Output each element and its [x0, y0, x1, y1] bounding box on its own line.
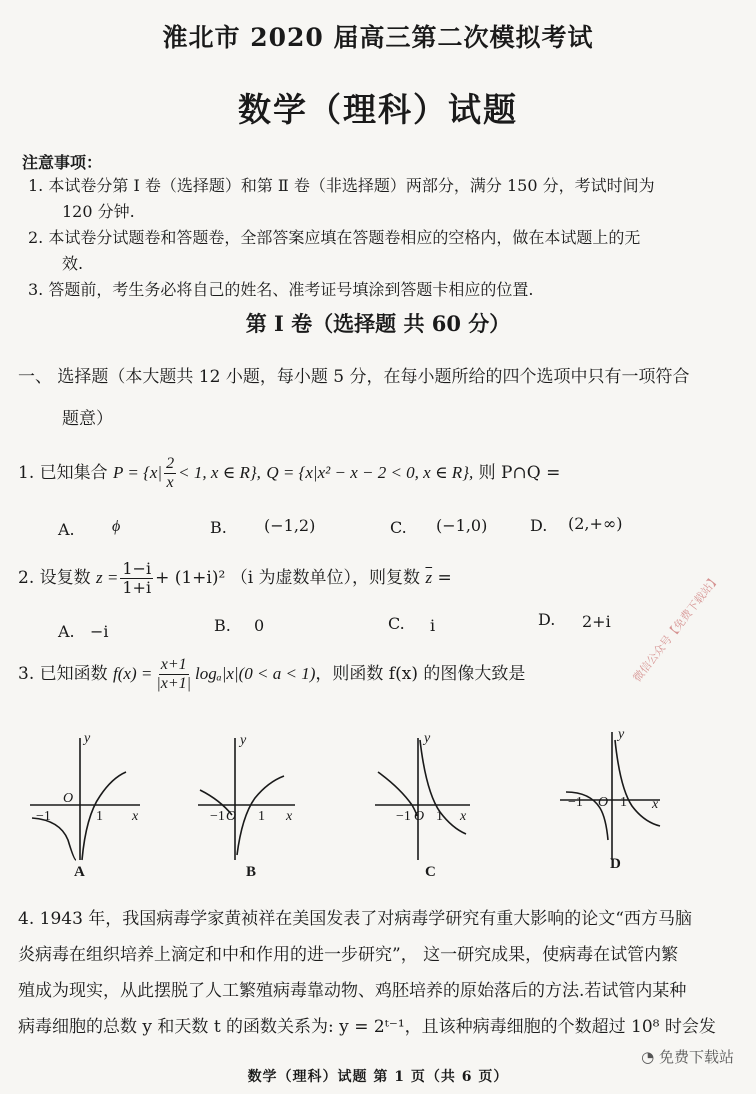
q2-fraction [120, 560, 153, 597]
q3-suffix: ，则函数 f(x) 的图像大致是 [315, 664, 526, 684]
graph-d-tick-neg1: −1 [568, 795, 583, 810]
q2-frac-den: 1+i [122, 578, 152, 597]
graph-b-tick-1: 1 [258, 809, 265, 824]
wechat-stamp: 微信公众号【免费下载站】 [630, 572, 723, 685]
graph-a [30, 738, 140, 860]
q1-option-c: (−1,0) [436, 516, 488, 535]
q1-frac-den: x [166, 474, 174, 491]
page-footer: 数学（理科）试题 第 1 页（共 6 页） [247, 1069, 509, 1085]
question-3 [18, 656, 525, 693]
graph-b-tick-neg1: −1 [210, 809, 225, 824]
note-line: 120 分钟. [62, 202, 135, 221]
watermark-text: 免费下载站 [658, 1048, 734, 1066]
section-heading-cont: 题意） [62, 409, 113, 429]
graph-d-origin: O [598, 795, 609, 810]
q1-fraction [164, 455, 176, 492]
q2-option-d-label: D. [538, 610, 556, 629]
q1-set-p-right: < 1, x ∈ R}, [178, 463, 261, 482]
q1-frac-num: 2 [166, 455, 175, 472]
q2-option-a-label: A. [58, 622, 75, 641]
exam-title: 淮北市 2020 届高三第二次模拟考试 [162, 23, 594, 52]
watermark [641, 1046, 734, 1067]
note-line: 2. 本试卷分试题卷和答题卷，全部答案应填在答题卷相应的空格内，做在本试题上的无 [28, 228, 641, 247]
q2-option-d: 2+i [582, 612, 611, 631]
q4-line-4: 病毒细胞的总数 y 和天数 t 的函数关系为: y = 2ᵗ⁻¹，且该种病毒细胞的个数超过 10⁸ 时会发 [18, 1017, 716, 1037]
note-line: 效. [62, 254, 84, 273]
q1-set-p-left: P = {x| [113, 463, 163, 482]
q2-note: （i 为虚数单位），则复数 [230, 568, 421, 588]
q4-line-2: 炎病毒在组织培养上滴定和中和作用的进一步研究”， 这一研究成果，使病毒在试管内繁 [18, 945, 679, 965]
q2-prefix: 2. 设复数 [18, 568, 91, 588]
q3-tail: logₐ|x|(0 < a < 1) [195, 664, 316, 683]
q3-prefix: 3. 已知函数 [18, 664, 108, 684]
q3-frac-num: x+1 [160, 656, 187, 673]
q4-line-1: 4. 1943 年，我国病毒学家黄祯祥在美国发表了对病毒学研究有重大影响的论文“西方马脑 [18, 909, 692, 929]
graph-a-y-label: y [84, 731, 91, 746]
subject-title: 数学（理科）试题 [238, 90, 518, 129]
note-line: 1. 本试卷分第 Ⅰ 卷（选择题）和第 Ⅱ 卷（非选择题）两部分，满分 150 分，考试时间为 [28, 176, 655, 195]
graph-b-origin: O [226, 809, 237, 824]
note-line: 3. 答题前，考生务必将自己的姓名、准考证号填涂到答题卡相应的位置. [28, 280, 534, 299]
part-title: 第 Ⅰ 卷（选择题 共 60 分） [245, 311, 511, 336]
q3-fraction [154, 656, 193, 693]
q1-option-b: (−1,2) [264, 516, 316, 535]
graph-c [375, 738, 470, 860]
graph-c-x-label: x [460, 809, 467, 824]
graph-d-curve-right [615, 740, 660, 826]
graph-b [198, 738, 295, 860]
graph-a-label: A [74, 864, 85, 880]
graph-a-tick-1: 1 [96, 809, 103, 824]
q3-fx: f(x) = [113, 664, 153, 683]
q3-graphs [0, 720, 756, 880]
graph-b-y-label: y [240, 733, 247, 748]
notes-heading: 注意事项： [22, 153, 103, 172]
q2-option-a: −i [90, 622, 109, 641]
graph-d-label: D [610, 856, 621, 872]
graph-c-y-label: y [424, 731, 431, 746]
graph-d-x-label: x [652, 797, 659, 812]
graph-c-tick-neg1: −1 [396, 809, 411, 824]
q2-option-b: 0 [254, 616, 265, 635]
q2-option-c: i [430, 616, 436, 635]
graph-d-tick-1: 1 [620, 795, 627, 810]
q1-suffix: 则 P∩Q = [478, 463, 561, 483]
q2-zbar: $\overline{z}$ [425, 568, 433, 587]
q2-eq: = [437, 568, 452, 588]
graph-a-curve-left [32, 818, 76, 860]
graph-c-origin: O [414, 809, 425, 824]
q2-z: z = [96, 568, 119, 587]
q1-prefix: 1. 已知集合 [18, 463, 108, 483]
section-heading: 一、 选择题（本大题共 12 小题，每小题 5 分，在每小题所给的四个选项中只有一项符合 [18, 367, 690, 387]
q1-option-d: (2,+∞) [568, 514, 623, 533]
wechat-icon: ◔ [641, 1048, 659, 1066]
q2-option-b-label: B. [214, 616, 231, 635]
graph-a-curve-right [82, 772, 126, 860]
graph-b-label: B [246, 864, 257, 880]
question-2 [18, 560, 452, 597]
graph-b-x-label: x [286, 809, 293, 824]
q2-frac-num: 1−i [122, 559, 152, 578]
q1-option-a: ϕ [112, 518, 121, 535]
q1-option-d-label: D. [530, 516, 548, 535]
graph-d-y-label: y [618, 727, 625, 742]
question-1 [18, 455, 560, 492]
q4-line-3: 殖成为现实，从此摆脱了人工繁殖病毒靠动物、鸡胚培养的原始落后的方法.若试管内某种 [18, 981, 687, 1001]
q2-tail: + (1+i)² [155, 568, 226, 588]
graph-c-label: C [425, 864, 436, 880]
q1-set-q: Q = {x|x² − x − 2 < 0, x ∈ R}, [266, 463, 474, 482]
q1-option-a-label: A. [58, 520, 75, 539]
q1-option-b-label: B. [210, 518, 227, 537]
graph-c-tick-1: 1 [436, 809, 443, 824]
q1-option-c-label: C. [390, 518, 407, 537]
graph-a-tick-neg1: −1 [36, 809, 51, 824]
graph-a-x-label: x [132, 809, 139, 824]
q2-option-c-label: C. [388, 614, 405, 633]
q3-frac-den: |x+1| [156, 675, 192, 692]
graph-a-origin: O [63, 791, 74, 806]
